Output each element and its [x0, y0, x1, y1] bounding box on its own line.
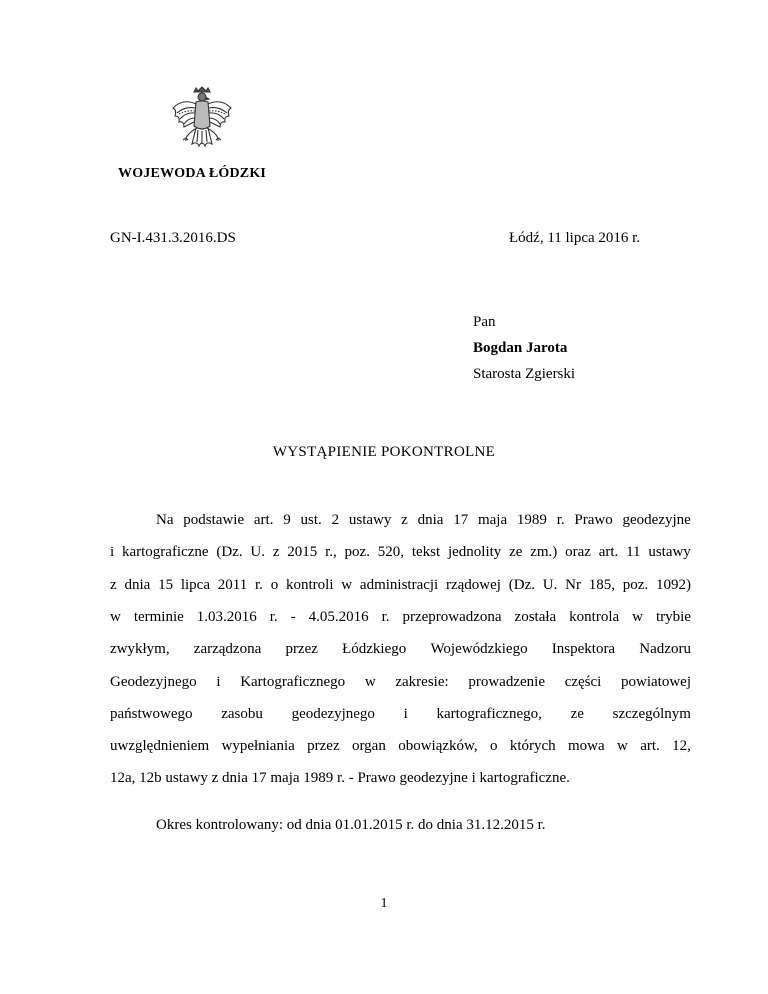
paragraph-line: zwykłym, zarządzona przez Łódzkiego Wojewódzkiego Inspektora Nadzoru: [110, 641, 691, 657]
recipient-salutation: Pan: [473, 314, 496, 330]
paragraph-line: w terminie 1.03.2016 r. - 4.05.2016 r. przeprowadzona została kontrola w trybie: [110, 609, 691, 625]
paragraph-line: uwzględnieniem wypełniania przez organ obowiązków, o których mowa w art. 12,: [110, 738, 691, 754]
page-number: 1: [380, 896, 388, 911]
document-title: WYSTĄPIENIE POKONTROLNE: [272, 444, 496, 460]
paragraph-line: Na podstawie art. 9 ust. 2 ustawy z dnia 17 maja 1989 r. Prawo geodezyjne: [156, 512, 691, 528]
place-and-date: Łódź, 11 lipca 2016 r.: [509, 230, 641, 246]
paragraph-line: 12a, 12b ustawy z dnia 17 maja 1989 r. - Prawo geodezyjne i kartograficzne.: [110, 770, 570, 786]
recipient-name: Bogdan Jarota: [473, 340, 568, 356]
reference-number: GN-I.431.3.2016.DS: [110, 230, 236, 246]
polish-eagle-emblem-icon: [167, 86, 237, 158]
paragraph-line: państwowego zasobu geodezyjnego i kartograficznego, ze szczególnym: [110, 706, 691, 722]
organization-name: WOJEWODA ŁÓDZKI: [118, 166, 267, 181]
control-period: Okres kontrolowany: od dnia 01.01.2015 r. do dnia 31.12.2015 r.: [156, 817, 546, 833]
paragraph-line: i kartograficzne (Dz. U. z 2015 r., poz. 520, tekst jednolity ze zm.) oraz art. 11 ustawy: [110, 544, 691, 560]
paragraph-line: z dnia 15 lipca 2011 r. o kontroli w administracji rządowej (Dz. U. Nr 185, poz. 1092): [110, 577, 691, 593]
recipient-role: Starosta Zgierski: [473, 366, 576, 382]
paragraph-line: Geodezyjnego i Kartograficznego w zakresie: prowadzenie części powiatowej: [110, 674, 691, 690]
